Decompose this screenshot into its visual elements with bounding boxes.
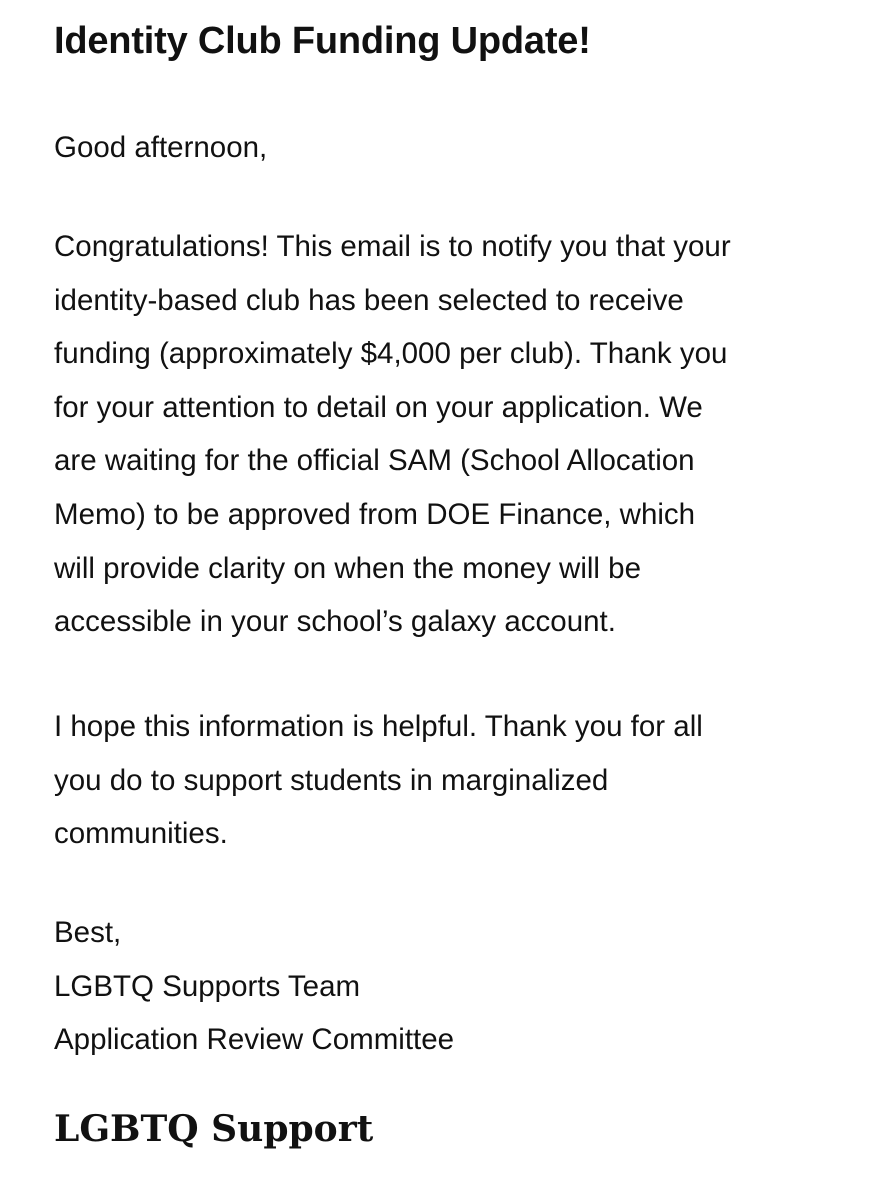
body-line: accessible in your school’s galaxy account. [54,605,616,639]
signature-logo-text: LGBTQ Support [54,1108,374,1150]
signoff-closing: Best, [54,916,122,949]
body-line: you do to support students in marginalized [54,763,609,797]
signoff-block [54,906,454,1067]
body-paragraph-2 [54,700,703,861]
body-line: will provide clarity on when the money will be [54,551,641,585]
body-line: for your attention to detail on your application. We [54,390,703,424]
body-line: funding (approximately $4,000 per club). Thank you [54,337,728,371]
body-line: are waiting for the official SAM (School Allocation [54,444,695,478]
body-line: Memo) to be approved from DOE Finance, which [54,497,696,531]
body-line: I hope this information is helpful. Thank you for all [54,710,703,743]
body-paragraph-1 [54,220,731,649]
greeting: Good afternoon, [54,131,268,164]
email-title: Identity Club Funding Update! [54,20,591,62]
signoff-committee: Application Review Committee [54,1023,455,1057]
body-line: communities. [54,817,228,851]
body-line: Congratulations! This email is to notify you that your [54,230,731,263]
signoff-team: LGBTQ Supports Team [54,969,361,1003]
body-line: identity-based club has been selected to receive [54,283,684,317]
